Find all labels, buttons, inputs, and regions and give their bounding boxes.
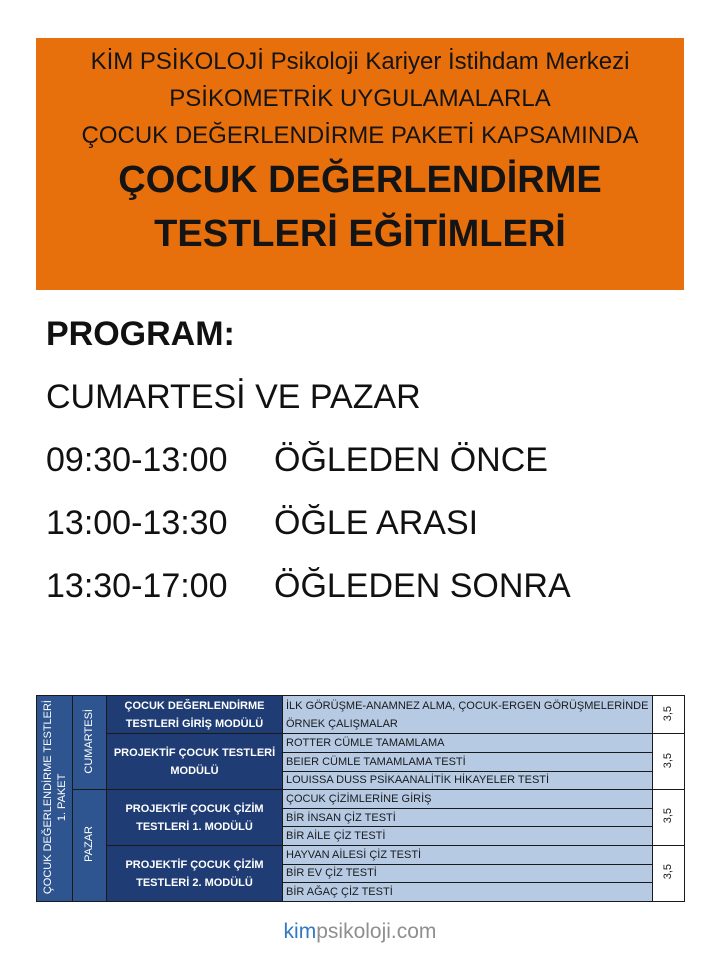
package-label: ÇOCUK DEĞERLENDİRME TESTLERİ xyxy=(41,699,54,895)
hours-value: 3,5 xyxy=(662,752,674,768)
schedule-time: 13:00-13:30 xyxy=(46,504,228,542)
hours-cell xyxy=(653,790,685,846)
package-sub: 1. PAKET xyxy=(55,773,68,821)
hours-value: 3,5 xyxy=(662,864,674,880)
topic-cell: HAYVAN AİLESİ ÇİZ TESTİ xyxy=(283,846,653,865)
schedule-time: 13:30-17:00 xyxy=(46,567,228,605)
module-name: ÇOCUK DEĞERLENDİRME TESTLERİ GİRİŞ MODÜLÜ xyxy=(107,696,283,734)
day-cell-saturday xyxy=(73,696,107,790)
topic-cell: İLK GÖRÜŞME-ANAMNEZ ALMA, ÇOCUK-ERGEN GÖRÜŞMELERİNDE ÖRNEK ÇALIŞMALAR xyxy=(283,696,653,734)
schedule-row xyxy=(46,564,571,608)
module-name: PROJEKTİF ÇOCUK ÇİZİM TESTLERİ 1. MODÜLÜ xyxy=(107,790,283,846)
banner-title-1: ÇOCUK DEĞERLENDİRME xyxy=(118,159,602,201)
banner-line-1: KİM PSİKOLOJİ Psikoloji Kariyer İstihdam Merkezi xyxy=(90,48,630,75)
topic-cell: BİR İNSAN ÇİZ TESTİ xyxy=(283,808,653,827)
schedule-row xyxy=(46,501,478,545)
day-cell-sunday xyxy=(73,790,107,902)
site-logo xyxy=(0,920,720,944)
topic-cell: ÇOCUK ÇİZİMLERİNE GİRİŞ xyxy=(283,790,653,809)
schedule-row xyxy=(46,438,548,482)
header-banner xyxy=(36,38,684,290)
curriculum-table xyxy=(36,695,685,902)
topic-cell: BİR AİLE ÇİZ TESTİ xyxy=(283,827,653,846)
hours-cell xyxy=(653,846,685,902)
hours-value: 3,5 xyxy=(662,808,674,824)
banner-title-2: TESTLERİ EĞİTİMLERİ xyxy=(154,213,566,255)
module-name: PROJEKTİF ÇOCUK ÇİZİM TESTLERİ 2. MODÜLÜ xyxy=(107,846,283,902)
program-days: CUMARTESİ VE PAZAR xyxy=(46,378,421,416)
schedule-label: ÖĞLEDEN SONRA xyxy=(274,567,571,605)
schedule-label: ÖĞLEDEN ÖNCE xyxy=(274,441,548,479)
banner-line-2: PSİKOMETRİK UYGULAMALARLA xyxy=(169,85,551,112)
package-cell xyxy=(37,696,73,902)
banner-line-3: ÇOCUK DEĞERLENDİRME PAKETİ KAPSAMINDA xyxy=(81,122,639,149)
hours-cell xyxy=(653,696,685,734)
topic-cell: BİR AĞAÇ ÇİZ TESTİ xyxy=(283,883,653,902)
module-name: PROJEKTİF ÇOCUK TESTLERİ MODÜLÜ xyxy=(107,734,283,790)
hours-value: 3,5 xyxy=(662,705,674,721)
topic-cell: ROTTER CÜMLE TAMAMLAMA xyxy=(283,734,653,753)
day-label: CUMARTESİ xyxy=(83,708,95,774)
schedule-label: ÖĞLE ARASI xyxy=(274,504,479,542)
topic-cell: LOUISSA DUSS PSİKAANALİTİK HİKAYELER TESTİ xyxy=(283,771,653,790)
logo-part-2: psikoloji.com xyxy=(316,920,437,943)
program-title: PROGRAM: xyxy=(46,315,235,353)
logo-part-1: kim xyxy=(283,920,317,943)
topic-cell: BEIER CÜMLE TAMAMLAMA TESTİ xyxy=(283,752,653,771)
topic-cell: BİR EV ÇİZ TESTİ xyxy=(283,864,653,883)
day-label: PAZAR xyxy=(83,826,95,863)
schedule-time: 09:30-13:00 xyxy=(46,441,228,479)
hours-cell xyxy=(653,734,685,790)
